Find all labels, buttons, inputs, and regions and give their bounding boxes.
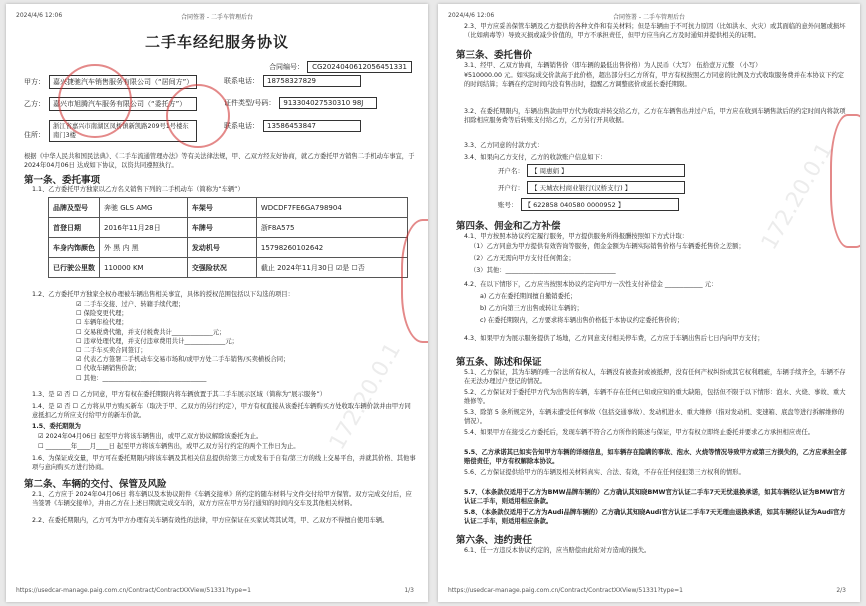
print-date: 2024/4/6 12:06 [16, 12, 63, 19]
cross-page-seal [830, 114, 860, 248]
clause-2-3: 2.3、甲方应妥善保管车辆及乙方提供的各种文件和有关材料；但是车辆由于不可抗力原因（比如洪水、火灾）或其面临的意外问题或损坏（比如病毒等）导致灭损或减少价值的，甲方不承担责任，但甲方应当向乙方及时通知并提供相关的证明。 [464, 23, 846, 39]
section-2-title: 第二条、车辆的交付、保管及风险 [24, 479, 167, 490]
watermark: 172.20.0.1 [756, 138, 839, 255]
page-title: 二手车经纪服务协议 [144, 33, 289, 51]
section-6-title: 第六条、违约责任 [456, 535, 533, 546]
list-item: ☐ 保险变更代理； [76, 310, 128, 318]
vehicle-table [48, 197, 408, 278]
clause-5-1: 5.1、乙方保证，其为车辆的唯一合法所有权人，车辆没有被查封或被抵押，没有任何产权纠纷或其它权利瑕疵，车辆手续齐全，车辆不存在无法办理过户登记的情况。 [464, 369, 846, 385]
clause-4-1-1: （1）乙方同意为甲方提供有效咨询等服务，佣金金额为车辆实际销售价格与车辆委托售价之差额； [470, 243, 745, 250]
clause-4-1-3: （3）其他：___________________________________ [470, 267, 616, 274]
account-name: 【 周惠娟 】 [527, 164, 685, 177]
account-name-row: 开户名： 【 周惠娟 】 [498, 164, 685, 177]
clause-5-7: 5.7、（本条款仅适用于乙方为BMW品牌车辆的）乙方确认其知晓BMW官方认证二手车7天无忧退换承诺，如其车辆经认证为BMW官方认证二手车，则适用相应条款。 [464, 489, 846, 505]
party-b-tel: 13586453847 [263, 120, 361, 132]
page-number: 2/3 [836, 587, 846, 594]
clause-3-3: 3.3、乙方同意的付款方式： [464, 142, 544, 149]
clause-1-5-a: ☑ 2024年04月06日 起至甲方将该车辆售出，或甲乙双方协议解除该委托为止。 [38, 433, 263, 440]
contract-number: 合同编号： CG2024040612056451331 [269, 61, 412, 73]
company-seal-b [166, 84, 230, 148]
section-3-title: 第三条、委托售价 [456, 50, 533, 61]
list-item: ☐ 二手车买卖合同签订； [76, 347, 147, 355]
clause-6-1: 6.1、任一方违反本协议约定的，应当赔偿由此给对方造成的损失。 [464, 547, 651, 554]
clause-4-2-a: a) 乙方在委托期间擅自撤销委托； [480, 293, 577, 300]
table-row: 车身内饰颜色 外 黑 内 黑 发动机号 15798260102642 [49, 238, 408, 258]
party-b-addr-row: 住所：浙江省嘉兴市南湖区凤桥镇新凯路209号1号楼东南门3楼 联系电话： 13586453847 [24, 120, 416, 146]
clause-1-5-b: ☐ ________年____月____日 起至甲方将该车辆售出，或甲乙双方另行约定的两个工作日为止。 [38, 443, 300, 450]
party-b-row: 乙方： 嘉兴市旭腾汽车服务有限公司（“委托方”） 证件类型/号码： 913304027530310 98J [24, 97, 416, 112]
list-item: ☐ 代收车辆销售价款； [76, 365, 141, 373]
clause-4-3: 4.3、如果甲方为展示服务提供了场地，乙方同意支付相关停车费，乙方应于车辆出售后七日内向甲方支付； [464, 335, 764, 342]
print-header: 合同签署 - 二手车管理后台 [613, 14, 685, 21]
list-item: ☐ 其他：_________________________________ [76, 374, 207, 382]
clause-5-8: 5.8、（本条款仅适用于乙方为Audi品牌车辆的）乙方确认其知晓Audi官方认证二手车7天无理由退换承诺，如其车辆经认证为Audi官方认证二手车，则适用相应条款。 [464, 509, 846, 525]
authorization-list [76, 300, 289, 383]
party-b-address: 浙江省嘉兴市南湖区凤桥镇新凯路209号1号楼东南门3楼 [49, 120, 197, 142]
section-1-title: 第一条、委托事项 [24, 175, 101, 186]
section-5-title: 第五条、陈述和保证 [456, 357, 542, 368]
bank-name: 【 天城农村商业银行(汉桥支行) 】 [527, 181, 685, 194]
clause-4-2-c: c) 在委托期限内，乙方要求将车辆出售价格低于本协议约定委托售价的； [480, 317, 684, 324]
clause-1-3: 1.3、是 ☑ 否 ☐ 乙方同意，甲方有权在委托期限内将车辆放置于其二手车展示区域（简称为“展示服务”） [32, 391, 327, 398]
contract-page-2 [438, 4, 860, 602]
clause-3-4: 3.4、如果向乙方支付，乙方的收款账户信息如下： [464, 154, 607, 161]
clause-1-5: 1.5、委托期限为 [32, 423, 81, 430]
clause-4-2-b: b) 乙方向第三方出售或转让车辆的； [480, 305, 583, 312]
account-number-row: 账号： 【 622858 040580 0000952 】 [498, 198, 679, 211]
clause-1-2: 1.2、乙方委托甲方独家全权办理被车辆出售相关事宜，具体的授权范围包括以下勾选的项目： [32, 291, 294, 298]
party-b-name: 嘉兴市旭腾汽车服务有限公司（“委托方”） [49, 97, 197, 111]
clause-1-6: 1.6、为保证成交量，甲方可在委托期限内将该车辆及其相关信息提供给第三方或发布于自有/第三方的线上交易平台，并就其价格、其他事项与意向购买方进行协商。 [32, 455, 416, 471]
clause-2-1: 2.1、乙方应于 2024年04月06日 将车辆以及本协议附件《车辆交接单》所约定的随车材料与文件交付给甲方保管。双方完成交付后，应当签署《车辆交接单》，并由乙方在上述日期就完成交车的，双方方应在甲方另行通知的时间内交车及其他相关材料。 [32, 491, 412, 507]
page-url: https://usedcar-manage.paig.com.cn/Contract/ContractXXView/51331?type=1 [16, 587, 251, 594]
list-item: ☑ 代表乙方签署二手机动车交易市场和/或甲方处二手车销售/买卖横板合同； [76, 356, 290, 364]
print-date: 2024/4/6 12:06 [448, 12, 495, 19]
clause-4-1: 4.1、甲方按照本协议约定履行服务，甲方提供服务所得报酬按照如下方式计取： [464, 233, 689, 240]
clause-3-1-amount: ¥510000.00 元。如实际成交价款高于此价格，超出部分归乙方所有，甲方有权按照乙方同意的比例及方式收取服务费并在本协议下约定的时间结算；车辆在约定时间内没有售出时，提醒乙方调整底价或延长委托期限。 [464, 72, 845, 88]
list-item: ☑ 二手车交接、过户、转籍手续代理； [76, 301, 185, 308]
print-header: 合同签署 - 二手车管理后台 [181, 14, 253, 21]
table-row: 首登日期 2016年11月28日 车牌号 浙F8A575 [49, 218, 408, 238]
list-item: ☐ 交易税费代缴，并支付税费共计_____________元； [76, 328, 226, 336]
page-number: 1/3 [404, 587, 414, 594]
clause-4-2: 4.2、在以下情形下，乙方应当按照本协议约定向甲方一次性支付补偿金 ____________ 元： [464, 281, 718, 288]
table-row: 品牌及型号 奔驰 GLS AMG 车架号 WDCDF7FE6GA798904 [49, 198, 408, 218]
clause-1-4: 1.4、是 ☑ 否 ☐ 乙方将从甲方购买新车（取决于甲、乙双方的另行约定），甲方有权直接从该委托车辆购买方处收取车辆价款并由甲方同意抵扣乙方所应支付给甲方的新车价款。 [32, 403, 411, 419]
clause-5-3: 5.3、除第 5 条所规定外，车辆未遭受任何事故（包括交通事故）、发动机进水、重大维修（指对发动机、变速箱、底盘等进行拆解维修的情况）。 [464, 409, 845, 425]
watermark: 172.20.0.1 [324, 338, 407, 455]
contract-page-1 [6, 4, 428, 602]
clause-4-1-2: （2）乙方无需向甲方支付任何佣金； [470, 255, 575, 262]
account-number: 【 622858 040580 0000952 】 [521, 198, 679, 211]
page-url: https://usedcar-manage.paig.com.cn/Contract/ContractXXView/51331?type=1 [448, 587, 683, 594]
bank-row: 开户行： 【 天城农村商业银行(汉桥支行) 】 [498, 181, 685, 194]
clause-2-2: 2.2、在委托期限内，乙方可为甲方办理有关车辆有效性的法律，甲方应保证在买家试驾其试驾，甲、乙双方不得擅自使用车辆。 [32, 517, 389, 524]
clause-5-2: 5.2、乙方保证对于委托甲方代为出售的车辆，车辆不存在任何已知或应知的重大缺陷，包括但不限于以下情形：泡水、火烧、事故、重大维修等。 [464, 389, 846, 405]
section-4-title: 第四条、佣金和乙方补偿 [456, 221, 561, 232]
party-a-tel: 18758327829 [263, 75, 361, 87]
party-a-row: 甲方： 嘉兴捷驰汽车销售服务有限公司（“居间方”） 联系电话： 18758327829 [24, 75, 416, 90]
clause-3-1: 3.1、经甲、乙双方协商，车辆销售价（即车辆的最低出售价格）为人民币（大写） 伍拾壹万元整 （小写） [464, 62, 762, 69]
clause-3-2: 3.2、在委托期限内，车辆出售款由甲方代为收取并转交给乙方，乙方在车辆售出并过户后，甲方应在收到车辆售款后的约定时间内将款项扣除相应服务费等后转账支付给乙方，乙方另行开具收据。 [464, 108, 846, 124]
clause-1-1: 1.1、乙方委托甲方独家以乙方名义销售下列的二手机动车（简称为“车辆”） [32, 186, 244, 193]
table-row: 已行驶公里数 110000 KM 交强险状况 截止 2024年11月30日 ☑是 ☐否 [49, 258, 408, 278]
party-b-id: 913304027530310 98J [279, 97, 377, 109]
clause-5-5: 5.5、乙方承诺其已如实告知甲方车辆的详细信息，如车辆存在隐瞒的事故、泡水、火烧等情况导致甲方或第三方损失的，乙方应承担全部赔偿责任，甲方有权解除本协议。 [464, 449, 847, 465]
intro-text: 根据《中华人民共和国民法典》、《二手车流通管理办法》等有关法律法规，甲、乙双方经友好协商，就乙方委托甲方销售二手机动车事宜，于 2024年04月06日 达成如下协议，以资共同遵照执行。 [24, 153, 415, 169]
clause-5-6: 5.6、乙方保证提供给甲方的车辆及相关材料真实、合法、有效，不存在任何侵犯第三方权利的情形。 [464, 469, 745, 476]
company-seal-a [58, 64, 132, 138]
cross-page-seal [401, 219, 428, 343]
clause-5-4: 5.4、如果甲方在接受乙方委托后，发现车辆不符合乙方所作的陈述与保证，甲方有权立即终止委托并要求乙方承担相应责任。 [464, 429, 815, 436]
list-item: ☐ 违章处理代理，并支付违章费用共计_____________元； [76, 337, 238, 345]
list-item: ☐ 车辆年检代理； [76, 319, 128, 327]
party-a-name: 嘉兴捷驰汽车销售服务有限公司（“居间方”） [49, 75, 197, 89]
